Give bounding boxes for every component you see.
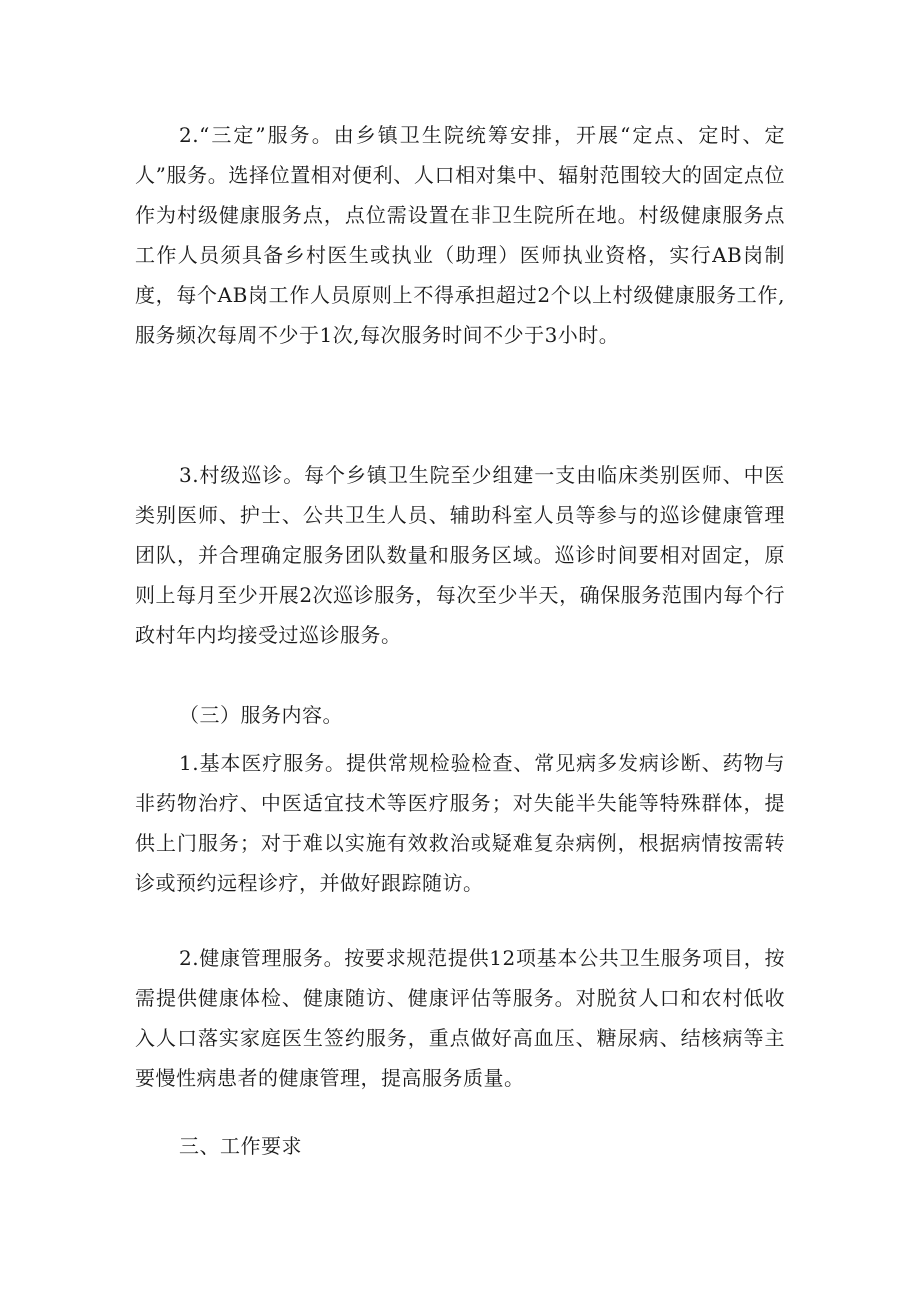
- chapter-heading-work-requirements: 三、工作要求: [179, 1134, 302, 1158]
- paragraph-three-fixed-service: 2.“三定”服务。由乡镇卫生院统筹安排，开展“定点、定时、定人”服务。选择位置相对便利、人口相对集中、辐射范围较大的固定点位作为村级健康服务点，点位需设置在非卫生院所在地。村级健康服务点工作人员须具备乡村医生或执业（助理）医师执业资格，实行AB岗制度，每个AB岗工作人员原则上不得承担超过2个以上村级健康服务工作,服务频次每周不少于1次,每次服务时间不少于3小时。: [135, 123, 785, 347]
- paragraph-health-management-service: 2.健康管理服务。按要求规范提供12项基本公共卫生服务项目，按需提供健康体检、健康随访、健康评估等服务。对脱贫人口和农村低收入人口落实家庭医生签约服务，重点做好高血压、糖尿病、结核病等主要慢性病患者的健康管理，提高服务质量。: [135, 946, 785, 1090]
- paragraph-village-tour-diagnosis: 3.村级巡诊。每个乡镇卫生院至少组建一支由临床类别医师、中医类别医师、护士、公共卫生人员、辅助科室人员等参与的巡诊健康管理团队，并合理确定服务团队数量和服务区域。巡诊时间要相对固定，原则上每月至少开展2次巡诊服务，每次至少半天，确保服务范围内每个行政村年内均接受过巡诊服务。: [135, 463, 785, 647]
- section-heading-service-content: （三）服务内容。: [179, 703, 343, 727]
- paragraph-basic-medical-service: 1.基本医疗服务。提供常规检验检查、常见病多发病诊断、药物与非药物治疗、中医适宜技术等医疗服务；对失能半失能等特殊群体，提供上门服务；对于难以实施有效救治或疑难复杂病例，根据病情按需转诊或预约远程诊疗，并做好跟踪随访。: [135, 751, 785, 895]
